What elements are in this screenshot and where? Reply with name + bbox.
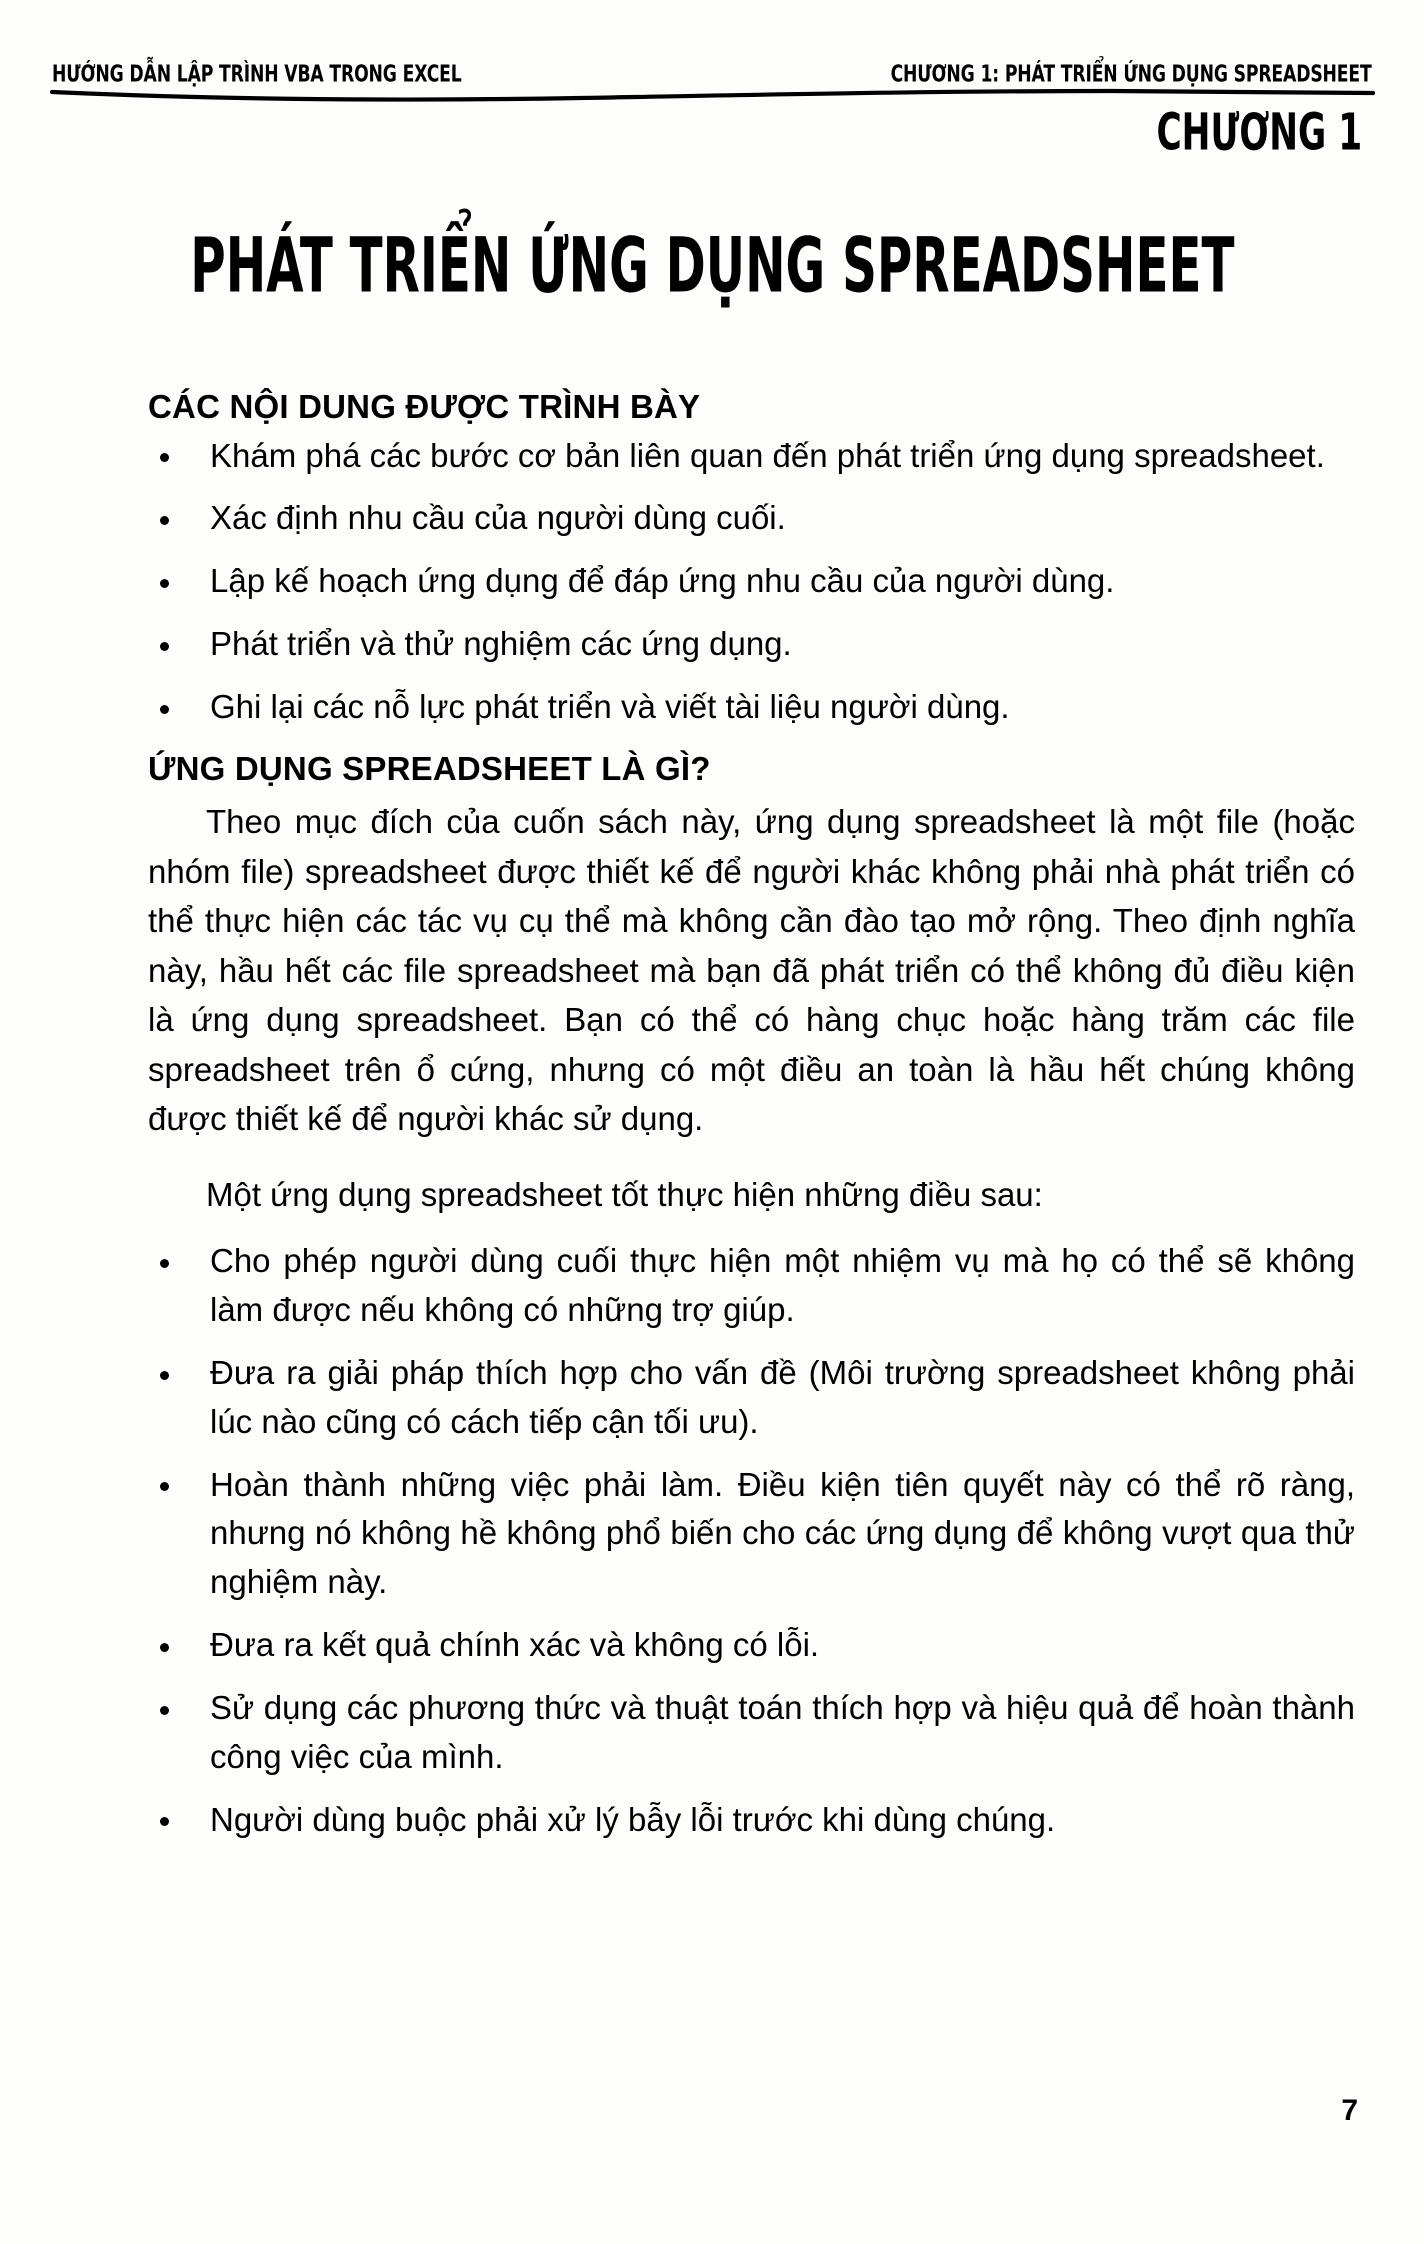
bullet-icon — [160, 1643, 169, 1652]
bullet-icon — [160, 1817, 169, 1826]
page-title — [0, 220, 1424, 310]
bullet-icon — [160, 1482, 169, 1491]
header-rule — [50, 88, 1375, 102]
list-item-text: Khám phá các bước cơ bản liên quan đến phát triển ứng dụng spreadsheet. — [210, 436, 1325, 474]
good-app-intro: Một ứng dụng spreadsheet tốt thực hiện những điều sau: — [206, 1175, 1043, 1213]
good-app-list — [148, 1237, 1355, 1844]
list-item — [148, 620, 1355, 669]
list-item — [148, 1621, 1355, 1670]
list-item — [148, 1684, 1355, 1782]
bullet-icon — [160, 516, 169, 525]
list-item-text: Cho phép người dùng cuối thực hiện một nhiệm vụ mà họ có thể sẽ không làm được nếu không có những trợ giúp. — [210, 1242, 1355, 1329]
list-item-text: Sử dụng các phương thức và thuật toán thích hợp và hiệu quả để hoàn thành công việc của mình. — [210, 1688, 1355, 1775]
chapter-number-text: CHƯƠNG 1 — [1156, 103, 1362, 163]
running-head-right-text: CHƯƠNG 1: PHÁT TRIỂN ỨNG DỤNG SPREADSHEET — [890, 60, 1372, 88]
bullet-icon — [160, 705, 169, 714]
bullet-icon — [160, 642, 169, 651]
list-item-text: Đưa ra giải pháp thích hợp cho vấn đề (Môi trường spreadsheet không phải lúc nào cũng có cách tiếp cận tối ưu). — [210, 1353, 1355, 1440]
topics-heading: CÁC NỘI DUNG ĐƯỢC TRÌNH BÀY — [148, 388, 701, 425]
list-item-text: Xác định nhu cầu của người dùng cuối. — [210, 499, 786, 537]
bullet-icon — [160, 1259, 169, 1268]
bullet-icon — [160, 1371, 169, 1380]
running-head-left — [52, 60, 551, 88]
definition-heading: ỨNG DỤNG SPREADSHEET LÀ GÌ? — [148, 749, 711, 787]
list-item-text: Lập kế hoạch ứng dụng để đáp ứng nhu cầu của người dùng. — [210, 562, 1115, 600]
definition-paragraph: Theo mục đích của cuốn sách này, ứng dụng spreadsheet là một file (hoặc nhóm file) spreadsheet được thiết kế để người khác không phải nhà phát triển có thể thực hiện các tác vụ cụ thể mà không cần đào tạo mở rộng. Theo định nghĩa này, hầu hết các file spreadsheet mà bạn đã phát triển có thể không đủ điều kiện là ứng dụng spreadsheet. Bạn có thể có hàng chục hoặc hàng trăm các file spreadsheet trên ổ cứng, nhưng có một điều an toàn là hầu hết chúng không được thiết kế để người khác sử dụng. — [148, 803, 1355, 1138]
list-item — [148, 1796, 1355, 1845]
list-item — [148, 1461, 1355, 1607]
list-item-text: Đưa ra kết quả chính xác và không có lỗi. — [210, 1626, 820, 1664]
bullet-icon — [160, 579, 169, 588]
list-item-text: Ghi lại các nỗ lực phát triển và viết tài liệu người dùng. — [210, 687, 1010, 725]
list-item — [148, 683, 1355, 732]
list-item-text: Người dùng buộc phải xử lý bẫy lỗi trước khi dùng chúng. — [210, 1800, 1056, 1838]
page-number: 7 — [1341, 2094, 1358, 2127]
list-item-text: Phát triển và thử nghiệm các ứng dụng. — [210, 625, 792, 663]
list-item — [148, 494, 1355, 543]
list-item — [148, 1237, 1355, 1335]
list-item — [148, 557, 1355, 606]
chapter-number — [1156, 103, 1362, 163]
list-item — [148, 432, 1355, 481]
running-head — [52, 52, 1372, 86]
page-title-text: PHÁT TRIỂN ỨNG DỤNG SPREADSHEET — [189, 220, 1235, 310]
running-head-right — [785, 60, 1372, 88]
topics-list — [148, 432, 1355, 732]
running-head-left-text: HƯỚNG DẪN LẬP TRÌNH VBA TRONG EXCEL — [52, 60, 462, 88]
bullet-icon — [160, 453, 169, 462]
list-item — [148, 1349, 1355, 1447]
body-column — [148, 386, 1355, 1844]
list-item-text: Hoàn thành những việc phải làm. Điều kiện tiên quyết này có thể rõ ràng, nhưng nó không hề không phổ biến cho các ứng dụng để không vượt qua thử nghiệm này. — [210, 1465, 1355, 1601]
bullet-icon — [160, 1706, 169, 1715]
